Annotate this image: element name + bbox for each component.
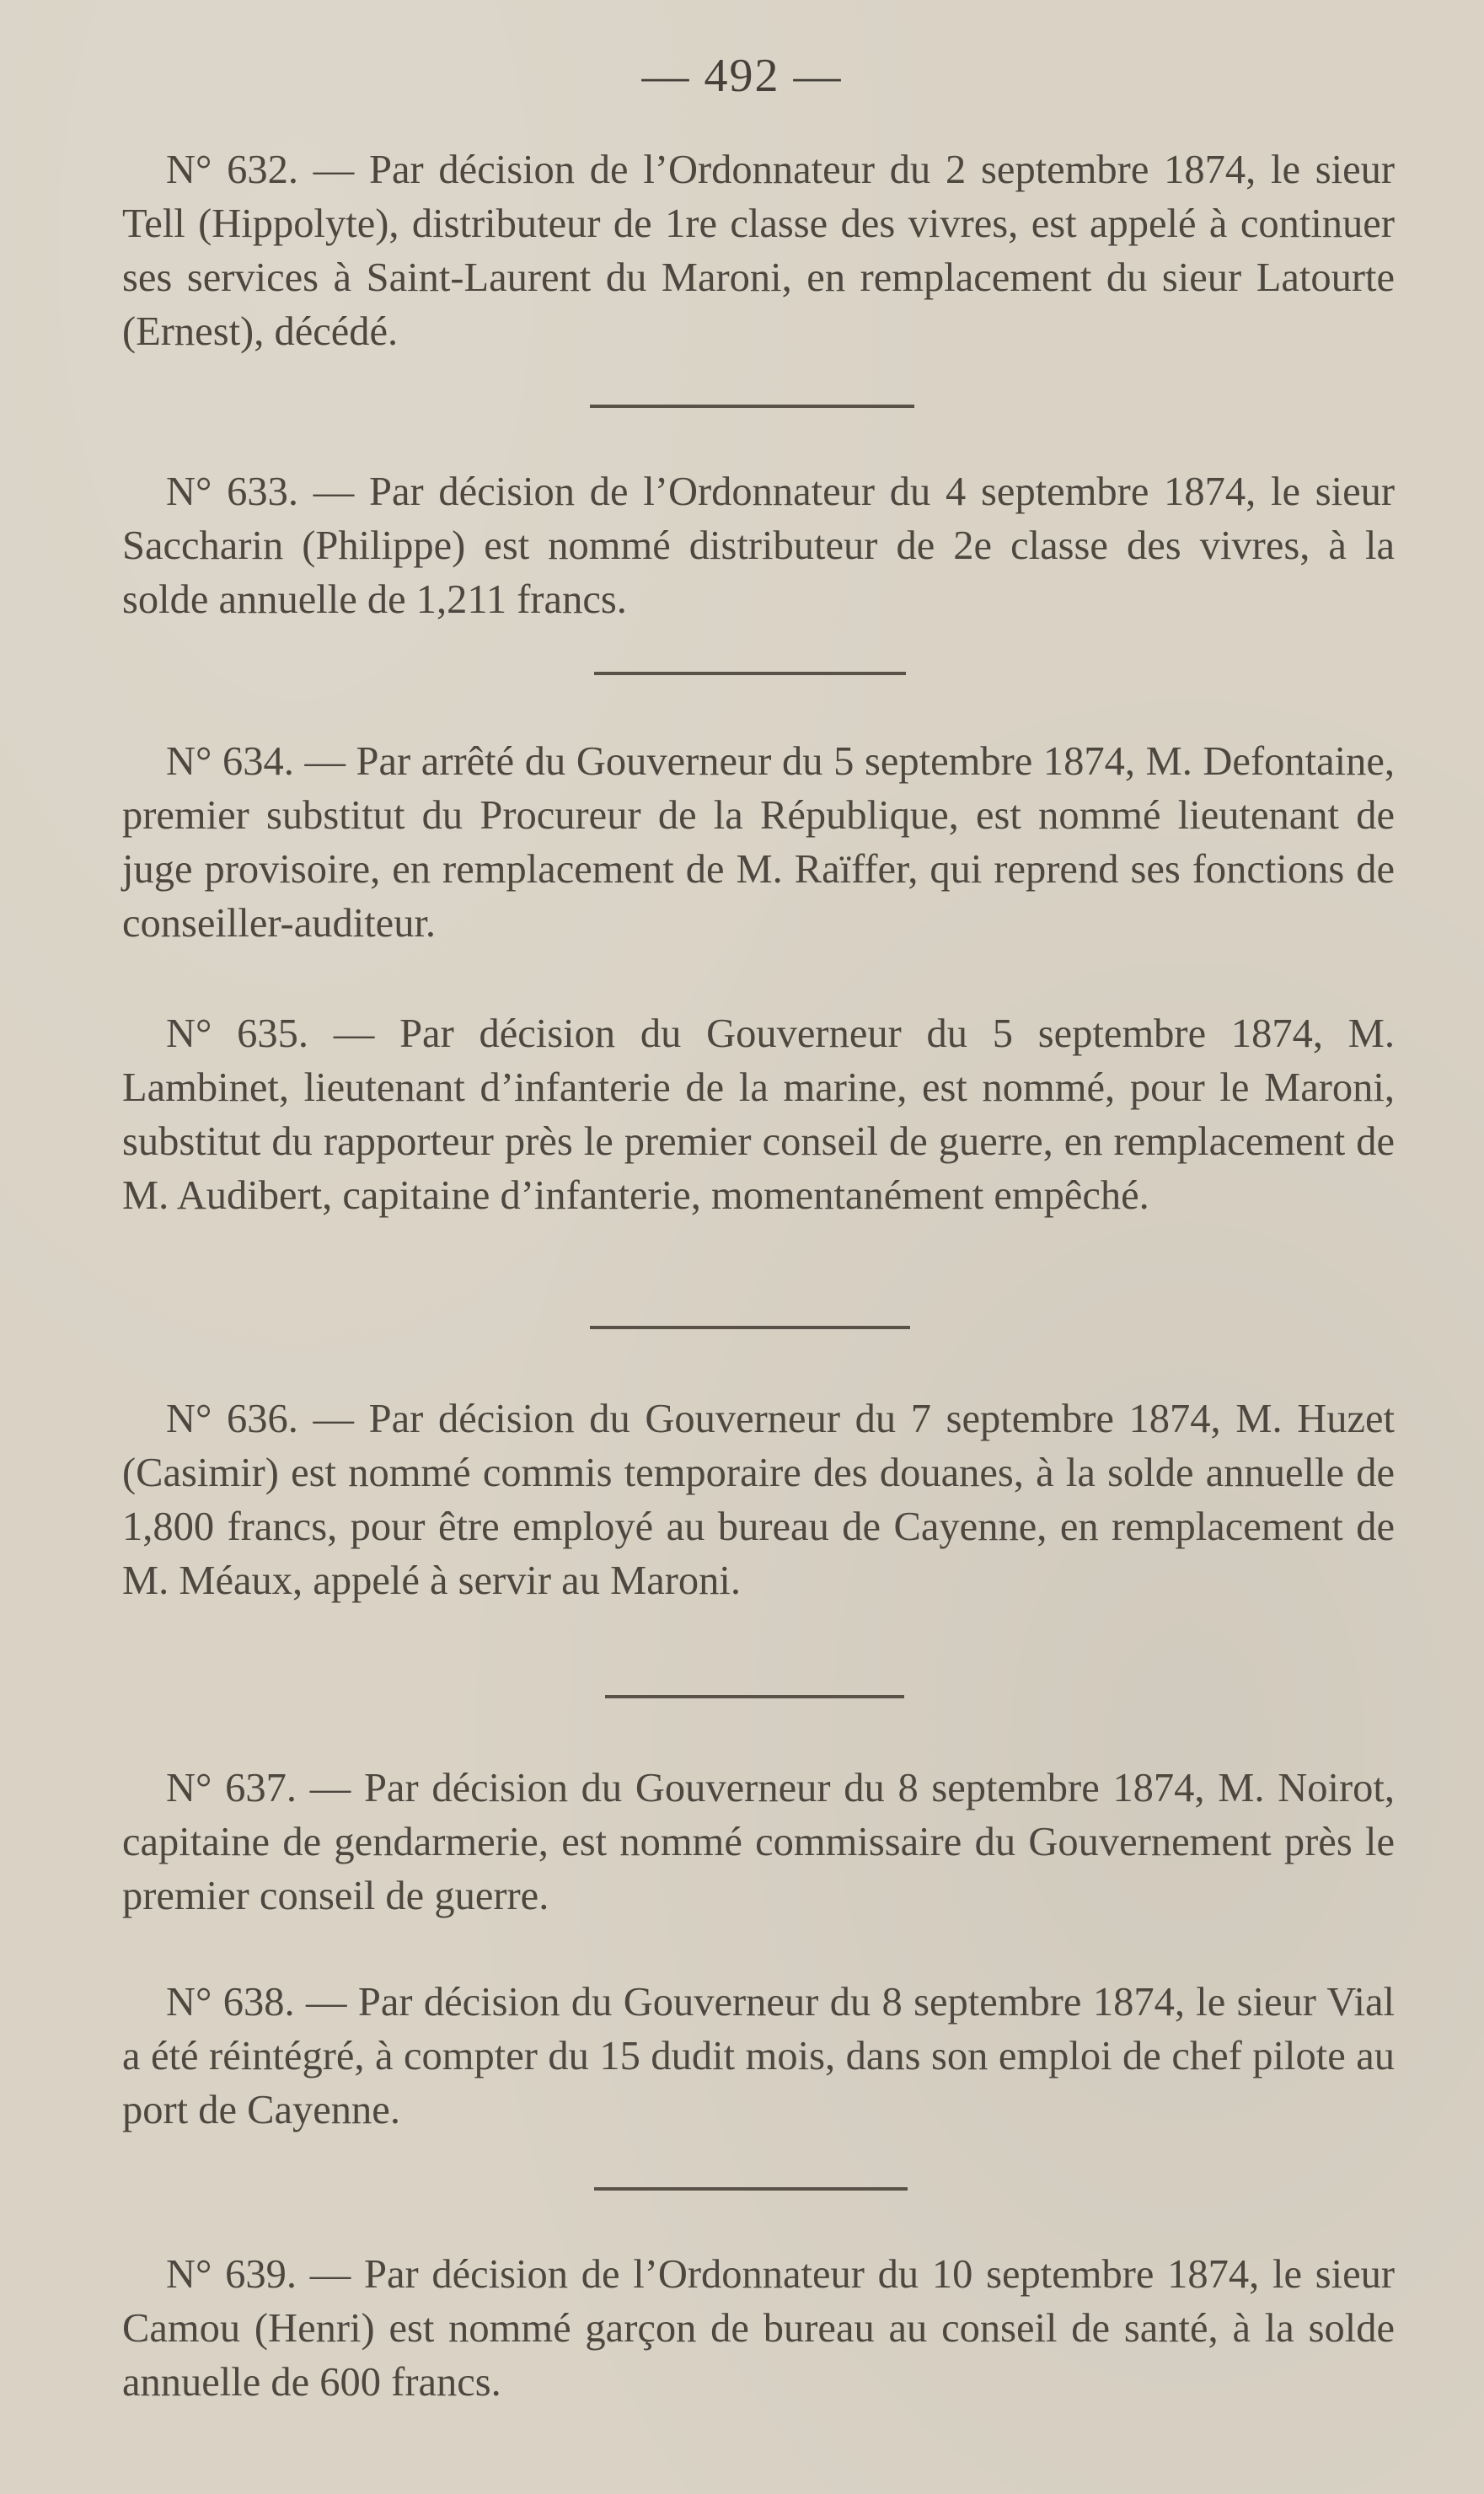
separator-rule [590,1326,910,1329]
entry-639 [122,2248,1395,2410]
separator-rule [605,1695,904,1698]
entry-text: N° 635. — Par décision du Gouverneur du 5 septembre 1874, M. Lambinet, lieutenant d’infanterie de la marine, est nommé, pour le Maroni, substitut du rapporteur près le premier conseil de guerre, en remplacement de M. Audibert, capitaine d’infanterie, momentanément empêché. [122,1011,1395,1218]
page-number: — 492 — [641,50,843,102]
entry-635 [122,1007,1395,1223]
entry-634 [122,735,1395,951]
entry-text: N° 634. — Par arrêté du Gouverneur du 5 septembre 1874, M. Defontaine, premier substitut du Procureur de la République, est nommé lieutenant de juge provisoire, en remplacement de M. Raïffer, qui reprend ses fonctions de conseiller-auditeur. [122,739,1395,946]
entry-text: N° 638. — Par décision du Gouverneur du 8 septembre 1874, le sieur Vial a été réintégré, à compter du 15 dudit mois, dans son emploi de chef pilote au port de Cayenne. [122,1980,1395,2132]
entry-633 [122,465,1395,627]
entry-text: N° 639. — Par décision de l’Ordonnateur du 10 septembre 1874, le sieur Camou (Henri) est nommé garçon de bureau au conseil de santé, à la solde annuelle de 600 francs. [122,2252,1395,2405]
entry-638 [122,1976,1395,2137]
entry-text: N° 633. — Par décision de l’Ordonnateur du 4 septembre 1874, le sieur Saccharin (Philippe) est nommé distributeur de 2e classe des vivres, à la solde annuelle de 1,211 francs. [122,469,1395,622]
entry-text: N° 636. — Par décision du Gouverneur du 7 septembre 1874, M. Huzet (Casimir) est nommé commis temporaire des douanes, à la solde annuelle de 1,800 francs, pour être employé au bureau de Cayenne, en remplacement de M. Méaux, appelé à servir au Maroni. [122,1397,1395,1603]
separator-rule [594,672,906,675]
entry-text: N° 637. — Par décision du Gouverneur du 8 septembre 1874, M. Noirot, capitaine de gendarmerie, est nommé commissaire du Gouvernement près le premier conseil de guerre. [122,1766,1395,1918]
entry-637 [122,1762,1395,1923]
entry-636 [122,1392,1395,1608]
separator-rule [590,405,914,408]
entry-632 [122,143,1395,359]
entry-text: N° 632. — Par décision de l’Ordonnateur du 2 septembre 1874, le sieur Tell (Hippolyte), distributeur de 1re classe des vivres, est appelé à continuer ses services à Saint-Laurent du Maroni, en remplacement du sieur Latourte (Ernest), décédé. [122,147,1395,354]
separator-rule [594,2187,908,2191]
